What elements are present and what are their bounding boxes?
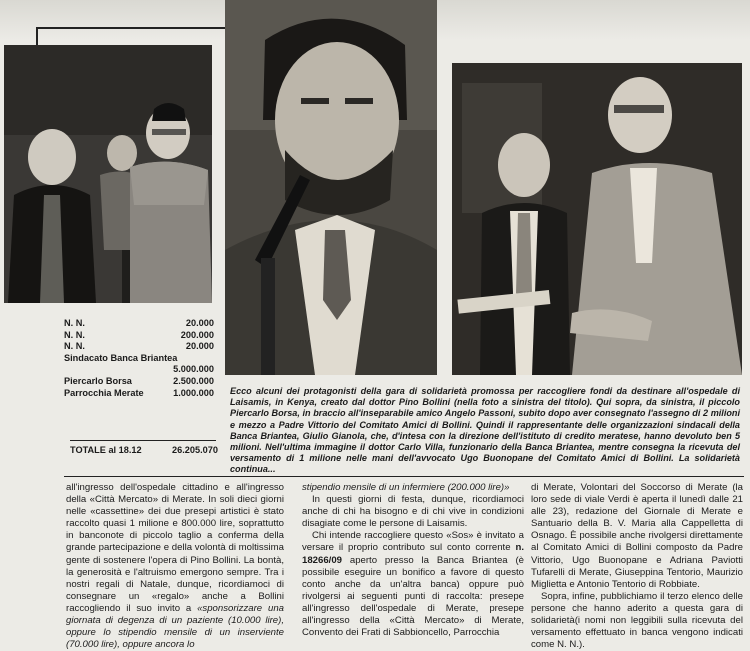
header-rule-left bbox=[36, 27, 38, 47]
donation-amount: 20.000 bbox=[185, 341, 214, 352]
donor-name: Parrocchia Merate bbox=[64, 387, 144, 398]
donation-amount: 20.000 bbox=[185, 318, 214, 328]
account-number: n. 18266/09 bbox=[302, 542, 524, 566]
donor-name: N. N. bbox=[64, 341, 85, 352]
donor-name: Sindacato Banca Briantea bbox=[64, 352, 178, 363]
caption-text-1: Ecco alcuni dei protagonisti della gara di solidarietà promossa per raccogliere fondi da destinare all'ospedale di Laisamis, in Kenya, creato dal dottor bbox=[230, 386, 740, 408]
donation-amount: 5.000.000 bbox=[173, 364, 214, 375]
donation-row bbox=[64, 376, 214, 388]
paragraph bbox=[66, 482, 284, 651]
donation-amount: 200.000 bbox=[180, 329, 214, 340]
photo-padre-vittorio-with-child bbox=[4, 45, 212, 303]
total-rule bbox=[70, 440, 216, 441]
donor-name: N. N. bbox=[64, 329, 85, 340]
photo-caption bbox=[230, 386, 740, 476]
photo-banca-briantea-handover bbox=[452, 63, 742, 375]
photo-pino-bollini-microphone bbox=[225, 0, 437, 375]
caption-text-2: (nella foto a sinistra del titolo). Qui sopra, da sinistra, il piccolo Piercarlo Borsa, in braccio all'inseparabile amico Angelo Passoni, subito dopo aver consegnato l'assegno di 2 milioni e mezzo a Padre Vittorio del Comitato Amici di Bollini. Quindi il rappresentante delle organizzazioni sindacali della Banca Briantea, Giulio Gianola, che, d'intesa con la direzione dell'istituto di credito meratese, hanno devoluto ben 5 milioni. Nell'ultima immagine il dottor Carlo Villa, funzionario della Banca Briantea, mentre consegna la ricevuta del versamento di 1 milione nelle mani dell'avvocato Ugo Buonopane del Comitato Amici di Bollini. La solidarietà continua... bbox=[230, 397, 740, 475]
paragraph: di Merate, Volontari del Soccorso di Merate (la loro sede di viale Verdi è aperta il lunedì dalle 21 alle 23), redazione del Giornale di Merate e Santuario della B. V. Maria alla Cappelletta di Osnago. È possibile anche rivolgersi direttamente al Comitato Amici di Bollini composto da Padre Vittorio, Ugo Buonopane e Adriana Paviotti Tufarelli di Merate, Giuseppina Tentorio, Maurizio Miglietta e Antonio Tentorio di Robbiate. bbox=[531, 482, 743, 590]
caption-name: Pino Bollini bbox=[398, 397, 451, 408]
paragraph-text: aperto presso la Banca Briantea (è possibile eseguire un bonifico a favore di questo conto anche da un'altra banca) oppure può rivolgersi ai seguenti punti di raccolta: presepe all'ingresso dell'ospedale di Merate, presepe all'ingresso della «Città Mercato» di Merate, Convento dei Frati di Sabbioncello, Parrocchia bbox=[302, 554, 524, 639]
article-column-3 bbox=[531, 482, 743, 651]
paragraph bbox=[302, 530, 524, 639]
donation-row bbox=[64, 330, 214, 342]
paragraph-quote: stipendio mensile di un infermiere (200.000 lire)» bbox=[302, 482, 510, 493]
article-column-2 bbox=[302, 482, 524, 639]
article-column-1 bbox=[66, 482, 284, 651]
total-amount: 26.205.070 bbox=[172, 445, 218, 455]
donation-total bbox=[70, 445, 218, 455]
paragraph: Sopra, infine, pubblichiamo il terzo elenco delle persone che hanno aderito a questa gara di solidarietà(i nomi non leggibili sulla ricevuta del versamento effettuato in banca vengono indicati come N. N.). bbox=[531, 590, 743, 651]
header-rule bbox=[36, 27, 232, 29]
donation-row bbox=[64, 353, 214, 376]
donation-row bbox=[64, 388, 214, 400]
section-divider bbox=[64, 476, 744, 477]
donation-amount: 2.500.000 bbox=[173, 375, 214, 386]
donor-name: N. N. bbox=[64, 318, 85, 328]
total-label: TOTALE al 18.12 bbox=[70, 445, 142, 455]
paragraph-text: all'ingresso dell'ospedale cittadino e all'ingresso della «Città Mercato» di Merate. In soli dieci giorni nelle «cassettine» dei due presepi artistici è stato raccolto quasi 1 milione e 800.000 lire, soprattutto in banconote di piccolo taglio a conferma della grande partecipazione e della volontà di moltissima gente di sostenere l'opera di Pino Bollini. La bontà, la generosità e l'altruismo emergono sempre. Tra i nostri regali di Natale, dunque, ricordiamoci di consegnare un «regalo» anche a Bollini raccogliendo il suo invito a bbox=[66, 482, 284, 614]
paragraph-quote: «sponsorizzare una giornata di degenza di un paziente (10.000 lire), oppure lo stipendio mensile di un inserviente (70.000 lire), oppure ancora lo bbox=[66, 602, 284, 651]
donor-name: Piercarlo Borsa bbox=[64, 375, 132, 386]
paragraph: In questi giorni di festa, dunque, ricordiamoci anche di chi ha bisogno e di chi vive in condizioni disagiate come le persone di Laisamis. bbox=[302, 494, 524, 530]
paragraph bbox=[302, 482, 524, 494]
donation-row bbox=[64, 341, 214, 353]
donation-list bbox=[64, 318, 214, 399]
donation-row bbox=[64, 318, 214, 330]
paragraph-text: Chi intende raccogliere questo «Sos» è invitato a versare il proprio contributo sul conto corrente bbox=[302, 530, 524, 554]
donation-amount: 1.000.000 bbox=[173, 387, 214, 398]
